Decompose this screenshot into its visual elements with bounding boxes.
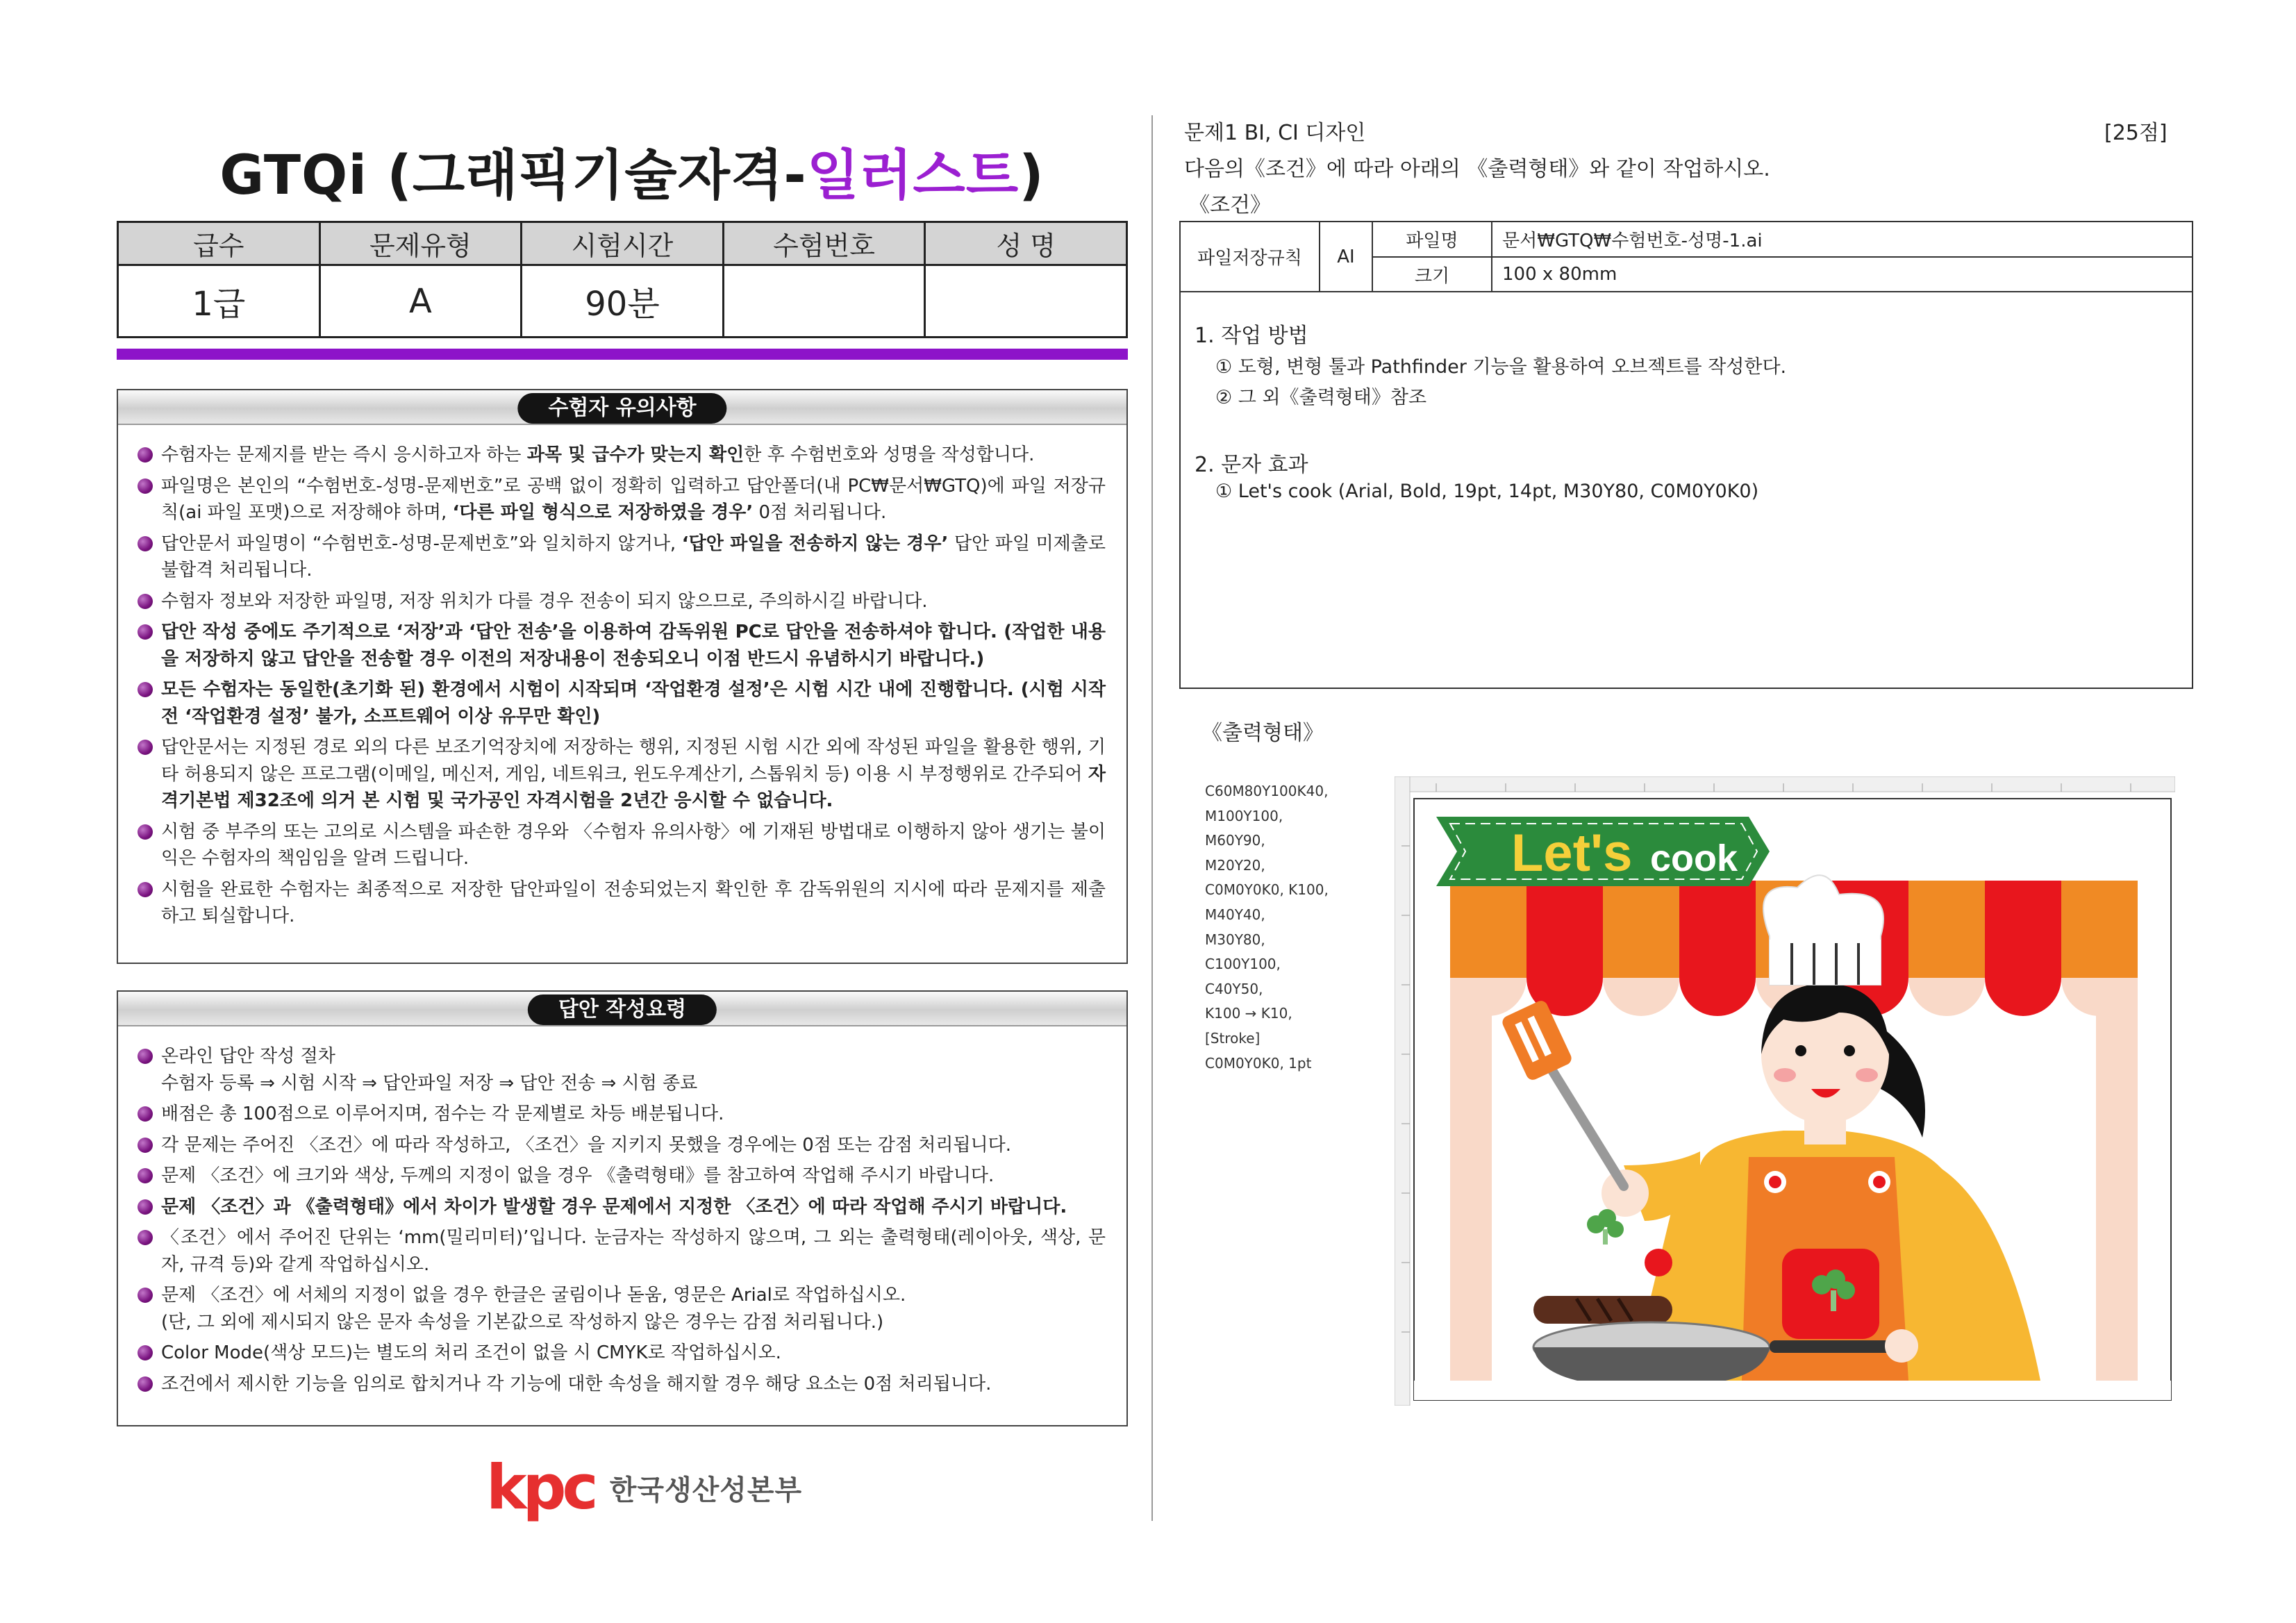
header-name: 성 명	[925, 222, 1127, 265]
kpc-org-name: 한국생산성본부	[609, 1474, 803, 1506]
notice-item: 시험을 완료한 수험자는 최종적으로 저장한 답안파일이 전송되었는지 확인한 후 감독위원의 지시에 따라 문제지를 제출하고 퇴실합니다.	[136, 876, 1106, 930]
color-note: K100 → K10,	[1205, 1005, 1292, 1022]
file-rule-label: 파일저장규칙	[1181, 222, 1320, 292]
value-name[interactable]	[925, 265, 1127, 338]
color-note: M60Y90,	[1205, 832, 1265, 849]
answer-item: 조건에서 제시한 기능을 임의로 합치거나 각 기능에 대한 속성을 해지할 경우 해당 요소는 0점 처리됩니다.	[136, 1371, 1106, 1398]
answer-item: 문제 〈조건〉에 서체의 지정이 없을 경우 한글은 굴림이나 돋움, 영문은 Arial로 작업하십시오. (단, 그 외에 제시되지 않은 문자 속성을 기본값으로 작성하지 않은 경우는 감점 처리됩니다.)	[136, 1282, 1106, 1335]
answer-header-bar	[118, 992, 1126, 1026]
question-score: [25점]	[2104, 121, 2168, 145]
kpc-logo	[486, 1451, 803, 1523]
answer-item: 〈조건〉에서 주어진 단위는 ‘mm(밀리미터)’입니다. 눈금자는 작성하지 않으며, 그 외는 출력형태(레이아웃, 색상, 문자, 규격 등)와 같게 작업하십시오.	[136, 1224, 1106, 1278]
output-artwork	[1395, 776, 2175, 1406]
question-instruction: 다음의《조건》에 따라 아래의 《출력형태》와 같이 작업하시오.	[1184, 157, 1770, 181]
file-name-value: 문서₩GTQ₩수험번호-성명-1.ai	[1492, 222, 2192, 257]
value-grade: 1급	[118, 265, 320, 338]
notice-item: 답안문서 파일명이 “수험번호-성명-문제번호”와 일치하지 않거나, ‘답안 파일을 전송하지 않는 경우’ 답안 파일 미제출로 불합격 처리됩니다.	[136, 531, 1106, 584]
notice-item: 답안문서는 지정된 경로 외의 다른 보조기억장치에 저장하는 행위, 지정된 시험 시간 외에 작성된 파일을 활용한 행위, 기타 허용되지 않은 프로그램(이메일, 메신저, 게임, 네트워크, 윈도우계산기, 스톱워치 등) 이용 시 부정행위로 간주되어 자격기본법 제32조에 의거 본 시험 및 국가공인 자격시험을 2년간 응시할 수 없습니다.	[136, 734, 1106, 815]
size-value: 100 x 80mm	[1492, 257, 2192, 292]
exam-title-main: GTQi (그래픽기술자격-	[219, 144, 807, 207]
answer-list	[136, 1043, 1106, 1401]
answer-item: 문제 〈조건〉에 크기와 색상, 두께의 지정이 없을 경우 《출력형태》를 참고하여 작업해 주시기 바랍니다.	[136, 1163, 1106, 1190]
ruler-left	[1395, 776, 1410, 1406]
exam-info-table	[117, 221, 1128, 338]
exam-title-accent: 일러스트	[806, 144, 1020, 207]
answer-item: 온라인 답안 작성 절차 수험자 등록 ⇒ 시험 시작 ⇒ 답안파일 저장 ⇒ 답안 전송 ⇒ 시험 종료	[136, 1043, 1106, 1097]
notice-item: 답안 작성 중에도 주기적으로 ‘저장’과 ‘답안 전송’을 이용하여 감독위원 PC로 답안을 전송하셔야 합니다. (작업한 내용을 저장하지 않고 답안을 전송할 경우 이전의 저장내용이 전송되오니 이점 반드시 유념하시기 바랍니다.)	[136, 619, 1106, 672]
color-note: C60M80Y100K40,	[1205, 783, 1329, 799]
value-exam-number[interactable]	[723, 265, 925, 338]
ruler-top	[1395, 776, 2175, 792]
notice-item: 수험자는 문제지를 받는 즉시 응시하고자 하는 과목 및 급수가 맞는지 확인한 후 수험번호와 성명을 작성합니다.	[136, 442, 1106, 469]
answer-item: 문제 〈조건〉과 《출력형태》에서 차이가 발생할 경우 문제에서 지정한 〈조건〉에 따라 작업해 주시기 바랍니다.	[136, 1194, 1106, 1221]
color-note: M40Y40,	[1205, 906, 1265, 923]
header-type: 문제유형	[319, 222, 522, 265]
color-note: M30Y80,	[1205, 931, 1265, 948]
answer-item: Color Mode(색상 모드)는 별도의 처리 조건이 없을 시 CMYK로 작업하십시오.	[136, 1340, 1106, 1367]
notice-heading: 수험자 유의사항	[517, 393, 726, 424]
method-item: ① 도형, 변형 툴과 Pathfinder 기능을 활용하여 오브젝트를 작성한다.	[1215, 356, 1787, 378]
file-type: AI	[1320, 222, 1372, 292]
color-note: [Stroke]	[1205, 1029, 1261, 1047]
method-item: ② 그 외《출력형태》참조	[1215, 387, 1427, 408]
banner	[1436, 817, 1770, 886]
conditions-box	[1179, 221, 2193, 689]
text-effect-item: ① Let's cook (Arial, Bold, 19pt, 14pt, M30Y80, C0M0Y0K0)	[1215, 481, 1759, 502]
header-grade: 급수	[118, 222, 320, 265]
color-notes-list	[1205, 779, 1329, 1076]
file-name-label: 파일명	[1372, 222, 1492, 257]
answer-item: 각 문제는 주어진 〈조건〉에 따라 작성하고, 〈조건〉을 지키지 못했을 경우에는 0점 또는 감점 처리됩니다.	[136, 1132, 1106, 1159]
notice-box	[117, 389, 1128, 964]
notice-item: 모든 수험자는 동일한(초기화 된) 환경에서 시험이 시작되며 ‘작업환경 설정’은 시험 시간 내에 진행합니다. (시험 시작 전 ‘작업환경 설정’ 불가, 소프트웨어 이상 유무만 확인)	[136, 676, 1106, 730]
notice-list	[136, 442, 1106, 934]
answer-item: 배점은 총 100점으로 이루어지며, 점수는 각 문제별로 차등 배분됩니다.	[136, 1101, 1106, 1128]
file-rule-table	[1181, 222, 2192, 292]
column-divider	[1151, 115, 1153, 1521]
color-note: M20Y20,	[1205, 856, 1265, 874]
exam-title-close: )	[1019, 144, 1045, 207]
text-effect-heading: 2. 문자 효과	[1195, 453, 1308, 477]
kpc-logo-mark: kpc	[486, 1451, 594, 1523]
color-note: M100Y100,	[1205, 807, 1283, 824]
conditions-label: 《조건》	[1189, 193, 1271, 217]
notice-item: 시험 중 부주의 또는 고의로 시스템을 파손한 경우와 〈수험자 유의사항〉에 기재된 방법대로 이행하지 않아 생기는 불이익은 수험자의 책임임을 알려 드립니다.	[136, 819, 1106, 872]
color-note: C0M0Y0K0, K100,	[1205, 881, 1329, 899]
notice-item: 수험자 정보와 저장한 파일명, 저장 위치가 다를 경우 전송이 되지 않으므로, 주의하시길 바랍니다.	[136, 588, 1106, 615]
output-label: 《출력형태》	[1201, 721, 1324, 745]
size-label: 크기	[1372, 257, 1492, 292]
header-time: 시험시간	[522, 222, 724, 265]
value-type: A	[319, 265, 522, 338]
value-time: 90분	[522, 265, 724, 338]
question-title: 문제1 BI, CI 디자인	[1184, 121, 1366, 145]
color-note: C40Y50,	[1205, 980, 1263, 997]
banner-text-main: Let's	[1511, 824, 1633, 883]
color-note: C100Y100,	[1205, 956, 1281, 973]
banner-text-small: cook	[1650, 838, 1738, 879]
method-heading: 1. 작업 방법	[1195, 324, 1308, 348]
answer-heading: 답안 작성요령	[528, 994, 717, 1025]
answer-guide-box	[117, 990, 1128, 1426]
color-note: C0M0Y0K0, 1pt	[1205, 1054, 1312, 1072]
header-exam-number: 수험번호	[723, 222, 925, 265]
purple-divider-bar	[117, 349, 1128, 360]
notice-header-bar	[118, 390, 1126, 425]
exam-title	[118, 132, 1146, 210]
notice-item: 파일명은 본인의 “수험번호-성명-문제번호”로 공백 없이 정확히 입력하고 답안폴더(내 PC₩문서₩GTQ)에 파일 저장규칙(ai 파일 포맷)으로 저장해야 하며, ‘다른 파일 형식으로 저장하였을 경우’ 0점 처리됩니다.	[136, 473, 1106, 526]
